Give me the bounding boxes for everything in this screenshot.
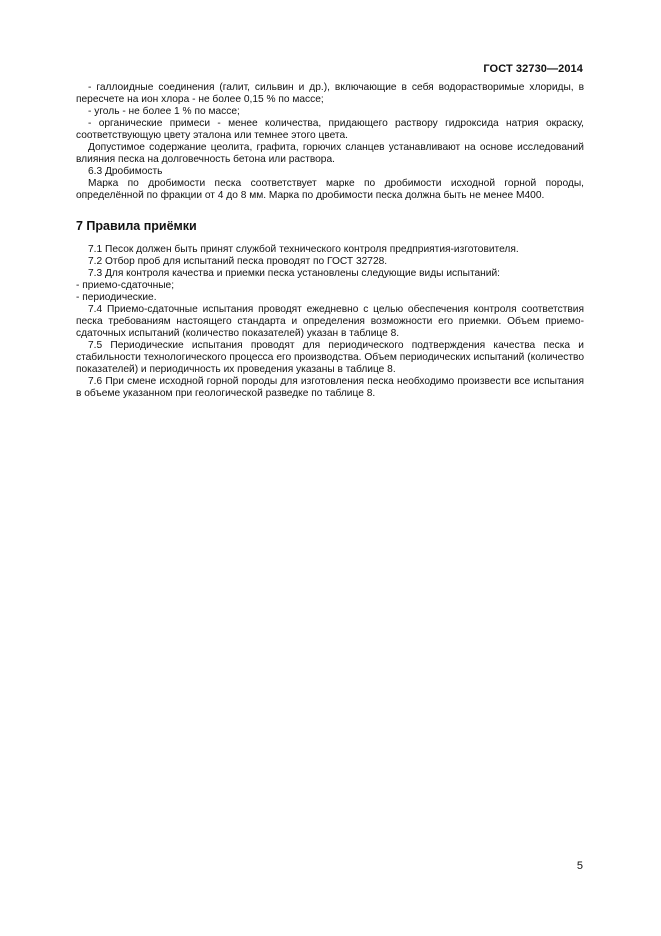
section-6-continuation [76, 82, 584, 202]
list-item: - периодические. [76, 292, 157, 303]
paragraph: 7.3 Для контроля качества и приемки песка установлены следующие виды испытаний: [88, 268, 501, 279]
paragraph: - органические примеси - менее количества, придающего раствору гидроксида натрия окраску, соответствующую цвету эталона или темнее этого цвета. [76, 118, 584, 141]
paragraph: 7.2 Отбор проб для испытаний песка проводят по ГОСТ 32728. [88, 256, 388, 267]
section-heading: 7 Правила приёмки [76, 219, 197, 233]
paragraph: 7.5 Периодические испытания проводят для периодического подтверждения качества песка и стабильности технологического процесса его производства. Объем периодических испытаний (количество показателей) и периодичность их проведения указаны в таблице 8. [76, 340, 584, 375]
document-body [76, 82, 584, 400]
paragraph: - галлоидные соединения (галит, сильвин и др.), включающие в себя водорастворимые хлориды, в пересчете на ион хлора - не более 0,15 % по массе; [76, 82, 584, 105]
paragraph: 7.1 Песок должен быть принят службой технического контроля предприятия-изготовителя. [88, 244, 519, 255]
paragraph: 7.6 При смене исходной горной породы для изготовления песка необходимо произвести все испытания в объеме указанном при геологической разведке по таблице 8. [76, 376, 584, 399]
paragraph: - уголь - не более 1 % по массе; [88, 106, 240, 117]
subsection-heading: 6.3 Дробимость [88, 166, 163, 177]
page-number: 5 [576, 860, 583, 872]
paragraph: Марка по дробимости песка соответствует марке по дробимости исходной горной породы, определённой по фракции от 4 до 8 мм. Марка по дробимости песка должна быть не менее М400. [76, 178, 584, 201]
list-item: - приемо-сдаточные; [76, 280, 175, 291]
document-header-id: ГОСТ 32730—2014 [483, 63, 583, 75]
section-7 [76, 244, 584, 400]
paragraph: 7.4 Приемо-сдаточные испытания проводят ежедневно с целью обеспечения контроля соответствия песка требованиям настоящего стандарта и определения возможности его приемки. Объем приемо-сдаточных испытаний (количество показателей) указан в таблице 8. [76, 304, 584, 339]
paragraph: Допустимое содержание цеолита, графита, горючих сланцев устанавливают на основе исследований влияния песка на долговечность бетона или раствора. [76, 142, 584, 165]
